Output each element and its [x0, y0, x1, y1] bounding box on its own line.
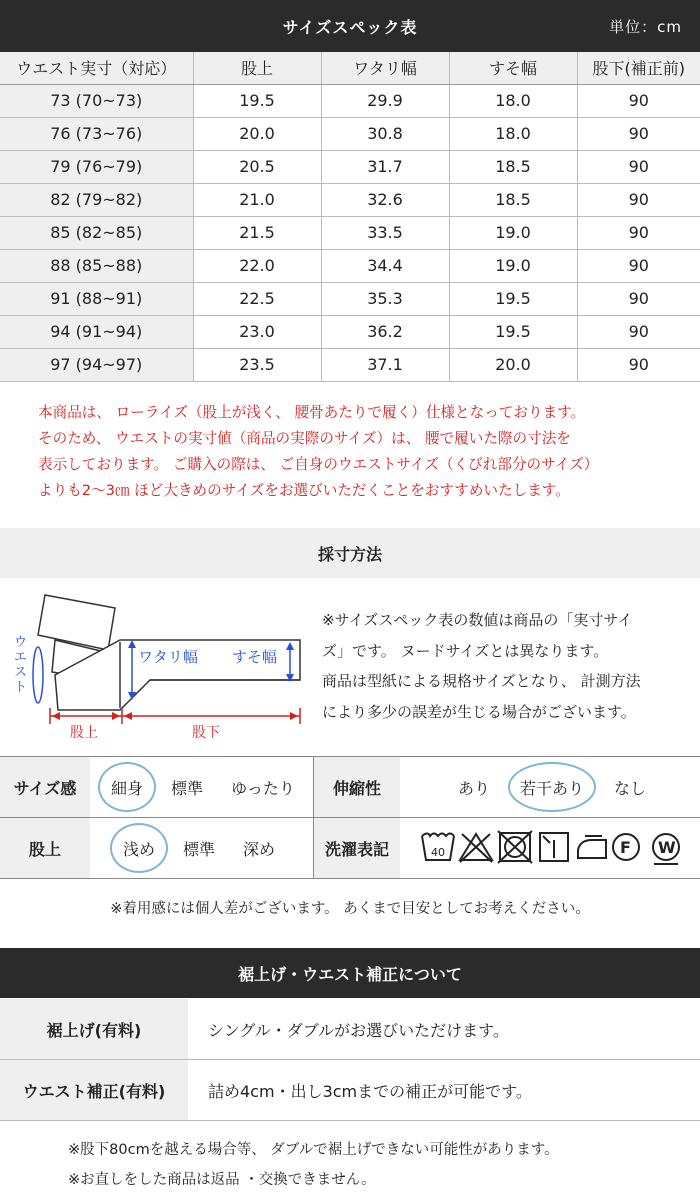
stretch-option-none: なし — [613, 778, 646, 798]
table-row — [0, 282, 700, 315]
measure-text-line: 商品は型紙による規格サイズとなり、 計測方法 — [322, 672, 641, 690]
size-cell: 76 (73~76) — [0, 117, 193, 150]
value-cell: 90 — [577, 249, 700, 282]
col-rise: 股上 — [193, 52, 321, 84]
value-cell: 36.2 — [321, 315, 449, 348]
value-cell: 34.4 — [321, 249, 449, 282]
value-cell: 22.0 — [193, 249, 321, 282]
footer-note: ※お直しをした商品は返品 ・交換できません。 — [68, 1172, 376, 1188]
measure-text-line: により多少の誤差が生じる場合がございます。 — [322, 702, 636, 721]
no-bleach-icon — [460, 834, 492, 862]
wash-label: 洗濯表記 — [314, 818, 400, 878]
stretch-option-slight: 若干あり — [508, 762, 596, 812]
value-cell: 19.5 — [449, 282, 577, 315]
value-cell: 20.5 — [193, 150, 321, 183]
rise-feel-label: 股上 — [0, 818, 90, 878]
rise-option-standard: 標準 — [182, 839, 215, 859]
divider — [0, 1120, 700, 1121]
svg-text:W: W — [658, 838, 676, 857]
thigh-label: ワタリ幅 — [138, 648, 198, 666]
value-cell: 18.0 — [449, 84, 577, 117]
value-cell: 18.0 — [449, 117, 577, 150]
notice-line: 本商品は、 ローライズ（股上が浅く、 腰骨あたりで履く）仕様となっております。 — [38, 404, 586, 421]
divider — [0, 878, 700, 879]
waist-adjust-row — [0, 1060, 700, 1120]
rise-option-low: 浅め — [110, 823, 168, 873]
rise-label: 股上 — [70, 725, 98, 741]
size-cell: 73 (70~73) — [0, 84, 193, 117]
measure-text-line: ズ」です。 ヌードサイズとは異なります。 — [322, 641, 609, 660]
value-cell: 20.0 — [449, 348, 577, 381]
notice-line: 表示しております。 ご購入の際は、 ご自身のウエストサイズ（くびれ部分のサイズ） — [38, 456, 599, 473]
value-cell: 22.5 — [193, 282, 321, 315]
value-cell: 21.5 — [193, 216, 321, 249]
value-cell: 18.5 — [449, 150, 577, 183]
value-cell: 90 — [577, 84, 700, 117]
size-feel-option-slim: 細身 — [98, 762, 156, 812]
size-cell: 79 (76~79) — [0, 150, 193, 183]
stretch-label: 伸縮性 — [314, 757, 400, 817]
rise-option-deep: 深め — [242, 839, 275, 859]
svg-text:F: F — [620, 838, 631, 857]
size-feel-label: サイズ感 — [0, 757, 90, 817]
value-cell: 23.5 — [193, 348, 321, 381]
value-cell: 35.3 — [321, 282, 449, 315]
spec-title: サイズスペック表 — [282, 17, 418, 37]
size-cell: 91 (88~91) — [0, 282, 193, 315]
value-cell: 19.0 — [449, 216, 577, 249]
size-feel-option-standard: 標準 — [170, 778, 203, 798]
notice-line: そのため、 ウエストの実寸値（商品の実際のサイズ）は、 腰で履いた際の寸法を — [38, 430, 571, 447]
size-spec-table — [0, 52, 700, 382]
value-cell: 19.5 — [449, 315, 577, 348]
value-cell: 33.5 — [321, 216, 449, 249]
hem-section-title: 裾上げ・ウエスト補正について — [238, 964, 462, 984]
measure-title: 採寸方法 — [317, 544, 382, 564]
wash-care-icons — [420, 828, 690, 868]
table-row — [0, 84, 700, 117]
notice-line: よりも2～3㎝ ほど大きめのサイズをお選びいただくことをおすすめいたします。 — [38, 482, 570, 499]
value-cell: 90 — [577, 282, 700, 315]
lowrise-notice — [38, 400, 678, 504]
value-cell: 37.1 — [321, 348, 449, 381]
value-cell: 23.0 — [193, 315, 321, 348]
value-cell: 20.0 — [193, 117, 321, 150]
size-cell: 82 (79~82) — [0, 183, 193, 216]
hem-label: すそ幅 — [232, 648, 278, 666]
table-row — [0, 150, 700, 183]
table-row — [0, 216, 700, 249]
waist-adjust-label: ウエスト補正(有料) — [0, 1060, 188, 1120]
col-inseam: 股下(補正前) — [577, 52, 700, 84]
fit-note: ※着用感には個人差がございます。 あくまで目安としてお考えください。 — [110, 901, 590, 917]
col-waist: ウエスト実寸（対応） — [0, 52, 193, 84]
table-row — [0, 348, 700, 381]
waist-adjust-value: 詰め4cm・出し3cmまでの補正が可能です。 — [208, 1081, 532, 1101]
spec-header-bar — [0, 0, 700, 52]
wash-40-icon — [422, 834, 454, 861]
size-cell: 88 (85~88) — [0, 249, 193, 282]
size-cell: 85 (82~85) — [0, 216, 193, 249]
waist-label: ウエスト — [14, 635, 28, 695]
value-cell: 21.0 — [193, 183, 321, 216]
value-cell: 90 — [577, 117, 700, 150]
value-cell: 90 — [577, 216, 700, 249]
value-cell: 18.5 — [449, 183, 577, 216]
measure-title-bar — [0, 528, 700, 578]
hem-value: シングル・ダブルがお選びいただけます。 — [208, 1020, 509, 1040]
value-cell: 19.5 — [193, 84, 321, 117]
value-cell: 90 — [577, 315, 700, 348]
unit-label: 単位：cm — [609, 17, 682, 36]
waist-measure-mark — [33, 647, 43, 703]
table-row — [0, 315, 700, 348]
svg-text:40: 40 — [431, 846, 445, 859]
size-feel-option-loose: ゆったり — [231, 778, 295, 798]
line-dry-shade-icon — [540, 833, 568, 861]
value-cell: 19.0 — [449, 249, 577, 282]
value-cell: 32.6 — [321, 183, 449, 216]
stretch-option-yes: あり — [457, 778, 490, 798]
value-cell: 90 — [577, 183, 700, 216]
value-cell: 30.8 — [321, 117, 449, 150]
inseam-label: 股下 — [192, 725, 220, 741]
size-cell: 97 (94~97) — [0, 348, 193, 381]
measure-description — [322, 605, 692, 727]
size-cell: 94 (91~94) — [0, 315, 193, 348]
wet-clean-w-icon — [653, 834, 679, 864]
measure-text-line: ※サイズスペック表の数値は商品の「実寸サイ — [322, 611, 633, 629]
hem-label: 裾上げ(有料) — [0, 999, 188, 1059]
col-hem: すそ幅 — [449, 52, 577, 84]
table-row — [0, 249, 700, 282]
no-tumble-dry-icon — [498, 831, 532, 863]
dry-clean-f-icon — [613, 834, 639, 860]
value-cell: 31.7 — [321, 150, 449, 183]
iron-low-icon — [578, 836, 606, 858]
footer-note: ※股下80cmを越える場合等、 ダブルで裾上げできない可能性があります。 — [68, 1142, 559, 1158]
value-cell: 90 — [577, 348, 700, 381]
table-row — [0, 183, 700, 216]
table-row — [0, 117, 700, 150]
value-cell: 90 — [577, 150, 700, 183]
hem-section-bar — [0, 948, 700, 998]
col-thigh: ワタリ幅 — [321, 52, 449, 84]
pants-waistband-left — [38, 595, 115, 650]
table-header-row — [0, 52, 700, 84]
value-cell: 29.9 — [321, 84, 449, 117]
hem-row — [0, 999, 700, 1059]
